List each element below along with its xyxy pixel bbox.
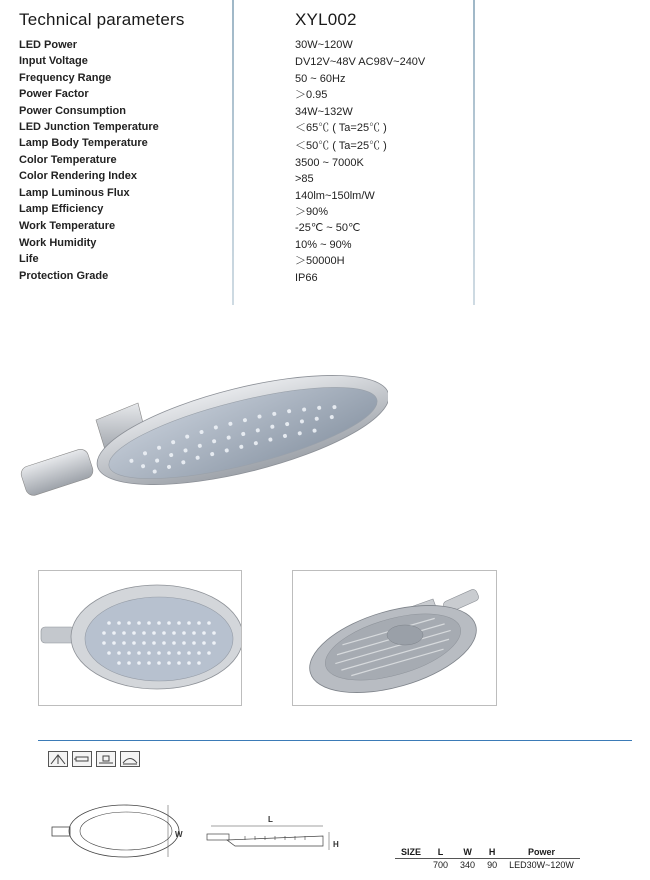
height-label: H — [333, 840, 339, 849]
param-value: 140lm~150lm/W — [295, 190, 375, 202]
param-value: 34W~132W — [295, 106, 353, 118]
param-label: Power Consumption — [19, 105, 126, 117]
side-mount-icon — [72, 751, 92, 767]
side-view-drawing — [205, 822, 335, 858]
power-header: Power — [503, 846, 580, 859]
spec-title: Technical parameters — [19, 10, 185, 29]
width-header: W — [454, 846, 481, 859]
param-label: LED Power — [19, 39, 78, 51]
street-light-main-image — [18, 365, 388, 525]
param-value: IP66 — [295, 272, 318, 284]
param-label: Work Humidity — [19, 237, 97, 249]
param-value: 10% ~ 90% — [295, 239, 352, 251]
lamp-front-graphic — [39, 571, 241, 705]
size-table-header — [395, 846, 580, 859]
photo-rear-view — [292, 570, 497, 706]
top-view-drawing — [50, 802, 185, 864]
param-value: DV12V~48V AC98V~240V — [295, 56, 426, 68]
column-divider-right — [473, 0, 475, 305]
param-value: ＞50000H — [295, 255, 345, 267]
param-label: Color Temperature — [19, 154, 117, 166]
param-value: ＞0.95 — [295, 89, 328, 101]
pole-mount-icon — [48, 751, 68, 767]
table-row — [395, 859, 580, 872]
size-table — [395, 846, 580, 871]
param-value: ＜50℃ ( Ta=25℃ ) — [295, 140, 387, 152]
param-label: Lamp Efficiency — [19, 203, 104, 215]
param-value: 3500 ~ 7000K — [295, 157, 364, 169]
column-divider-left — [232, 0, 234, 305]
size-header: SIZE — [395, 846, 427, 859]
width-label: W — [175, 830, 183, 839]
param-label: Power Factor — [19, 88, 89, 100]
length-header: L — [427, 846, 454, 859]
height-cell: 90 — [487, 860, 498, 870]
model-number: XYL002 — [295, 10, 357, 29]
length-label: L — [268, 815, 273, 824]
param-value: >85 — [295, 173, 314, 185]
lamp-rear-graphic — [293, 571, 496, 705]
section-divider — [38, 740, 632, 741]
param-label: Protection Grade — [19, 270, 109, 282]
param-value: ＞90% — [295, 206, 329, 218]
param-label: Life — [19, 253, 39, 265]
width-cell: 340 — [460, 860, 476, 870]
height-header: H — [481, 846, 503, 859]
dimension-icon — [96, 751, 116, 767]
length-cell: 700 — [433, 860, 449, 870]
param-value: -25℃ ~ 50℃ — [295, 222, 361, 234]
param-value: 30W~120W — [295, 39, 353, 51]
param-label: Color Rendering Index — [19, 170, 137, 182]
param-label: Frequency Range — [19, 72, 112, 84]
param-value: 50 ~ 60Hz — [295, 73, 346, 85]
photo-front-view — [38, 570, 242, 706]
light-distribution-icon — [120, 751, 140, 767]
power-cell: LED30W~120W — [509, 860, 574, 870]
param-label: Lamp Luminous Flux — [19, 187, 130, 199]
param-label: LED Junction Temperature — [19, 121, 159, 133]
param-value: ＜65℃ ( Ta=25℃ ) — [295, 122, 387, 134]
param-label: Input Voltage — [19, 55, 88, 67]
size-cell — [395, 859, 427, 872]
param-label: Lamp Body Temperature — [19, 137, 148, 149]
param-label: Work Temperature — [19, 220, 116, 232]
